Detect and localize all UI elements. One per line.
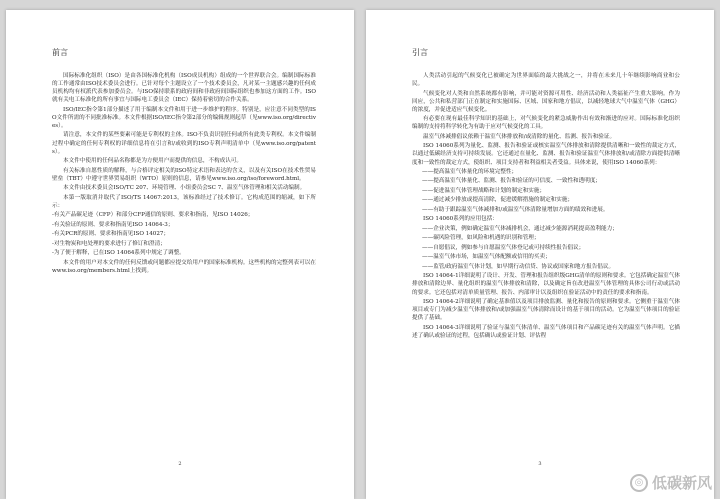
paragraph: 有关标准自愿性质的解释，与合格评定相关的ISO特定术语和表达的含义，以及有关ISO在技术性贸易壁垒（TBT）中遵守世界贸易组织（WTO）原则的信息，请参见www.iso.org/iso/foreword.html。 — [52, 167, 316, 182]
circle-logo-icon: ◎ — [630, 474, 648, 492]
paragraph: ISO 14064-2详细说明了确定基准值以及项目排放监测、量化和报告的原则和要求。它侧重于温室气体项目或专门为减少温室气体排放和/或加强温室气体清除而设计的基于项目的活动。它为温室气体项目的验证提供了基础。 — [412, 298, 680, 322]
paragraph: ISO 14060系列的应用包括： — [423, 216, 498, 223]
paragraph: 国际标准化组织（ISO）是由各国标准化机构（ISO成员机构）组成的一个世界联合会。编制国际标准的工作通常由ISO技术委员会进行。已针对每个主题设立了一个技术委员会，凡对某一主题感兴趣的任何成员机构均有权派代表参加委员会。与ISO保持联系的政府间和非政府间国际组织也参加这方面的工作。ISO就有关电工标准化的所有事宜与国际电工委员会（IEC）保持着密切的合作关系。 — [52, 73, 316, 104]
list-item: -有关验证的原则、要求和指南见ISO 14064-3； — [52, 221, 174, 228]
page-content — [412, 48, 680, 341]
watermark-text: 低碳新风 — [651, 474, 712, 492]
watermark — [630, 472, 712, 493]
paragraph: 气候变化对人类和自然系统都有影响，并可能对资源可用性、经济活动和人类福祉产生重大影响。作为回应，公共和私营部门正在制定和实施国际、区域、国家和地方倡议，以减轻地球大气中温室气体（GHG）的浓度，并促进适应气候变化。 — [412, 90, 680, 113]
list-item: ——提高温室气体量化的环境完整性； — [422, 168, 518, 175]
list-item: ——监管/政府温室气体计划，如早期行动信贷、协议或国家和地方报告倡议。 — [422, 263, 615, 270]
paragraph: ISO/IEC指令第1部分描述了用于编制本文件和用于进一步维护的程序。特别是，应注意不同类型的ISO文件所需的不同批准标准。本文件根据ISO/IEC指令第2部分的编辑规则起草（见www.iso.org/directives）。 — [52, 106, 316, 129]
paragraph: ISO 14064-3详细说明了验证与温室气体清单、温室气体项目和产品碳足迹有关的温室气体声明。它描述了确认或验证的过程，包括确认或验证计划、评估程 — [412, 324, 680, 339]
page-number: 2 — [178, 461, 182, 467]
list-item: ——企业决策，例如确定温室气体减排机会，通过减少能源消耗提高盈利能力； — [422, 225, 618, 232]
paragraph: 温室气体减排倡议依赖于温室气体排放和/或清除的量化、监测、报告和验证。 — [423, 133, 616, 140]
paragraph: 本文件中使用的任何品名称都是为方便用户而提供的信息，不构成认可。 — [63, 158, 243, 165]
list-item: -有关PCR的原则、要求和指南见ISO 14027； — [52, 231, 170, 238]
list-item: ——碳风险管理，如风险和机遇的识别和管理； — [422, 235, 540, 242]
list-item: ——自愿倡议，例如参与自愿温室气体登记或可持续性报告倡议； — [422, 244, 585, 251]
page-number: 3 — [538, 461, 542, 467]
paragraph: 本文件由技术委员会ISO/TC 207、环境管理、小组委员会SC 7、温室气体管理和相关活动编制。 — [63, 185, 306, 192]
document-page-left — [6, 10, 354, 499]
paragraph: 请注意，本文件的某些要素可能是专利权的主体。ISO不负责识别任何或所有此类专利权。本文件编制过程中确定的任何专利权的详细信息将在引言和/或收到的ISO专利声明清单中（见www.iso.org/patents）。 — [52, 132, 316, 155]
document-page-right — [366, 10, 714, 499]
paragraph: 有必要在现有最佳科学知识的基础上，对气候变化的紧急威胁作出有效和渐进的应对。国际标准化组织编制的支持将科学转化为有助于应对气候变化的工具。 — [412, 116, 680, 131]
page-heading: 前言 — [52, 48, 68, 57]
paragraph: 人类活动引起的气候变化已被确定为世界面临的最大挑战之一，并将在未来几十年继续影响商业和公民。 — [412, 73, 680, 88]
list-item: ——温室气体市场，如温室气体配额或信用的买卖； — [422, 254, 551, 261]
list-item: ——通过减少排放或提高清除，促进缓解措施的制定和实施； — [422, 197, 574, 204]
list-item: ——提高温室气体量化、监测、报告和验证的可信度、一致性和透明度； — [422, 178, 602, 185]
list-item: ——促进温室气体管理战略和计划的制定和实施； — [422, 187, 546, 194]
page-content — [52, 48, 316, 276]
paragraph: 本文件的用户对本文件的任何反馈或问题都应提交给用户的国家标准机构。这些机构的完整列表可以在www.iso.org/members.html上找到。 — [52, 259, 316, 274]
paragraph: 本第一版取消并取代了ISO/TS 14067:2013，该标准经过了技术修订。它构成范围的缩减，如下所示： — [52, 194, 316, 209]
list-item: -对生物炭和电处理的要求进行了修订和澄清； — [52, 240, 166, 247]
list-item: ——有助于跟踪温室气体减排和/或温室气体清除量增加方面的绩效和进展。 — [422, 206, 609, 213]
list-item: -为了便于解释，已在ISO 14064系列中规定了调整。 — [52, 250, 185, 257]
paragraph: ISO 14064-1详细说明了设计、开发、管理和报告组织级GHG清单的原则和要求。它包括确定温室气体排放和清除边界、量化组织的温室气体排放和清除，以及确定旨在改进温室气体管理的具体公司行动或活动的要求。它还包括对清单质量管理、报告、内部审计以及组织在验证活动中的责任的要求和指南。 — [412, 273, 680, 296]
paragraph: ISO 14060系列为量化、监测、报告和验证或核实温室气体排放和清除提供清晰和一致性的裁定方式，以通过低碳经济支持可持续发展。它还通过在量化、监测、报告和验证温室气体排放和/或清除方面提供清晰度和一致性的裁定方式，使组织、项目支持者和利益相关者受益。具体来说，使用ISO 14060系列： — [412, 143, 680, 166]
page-heading: 引言 — [412, 48, 428, 57]
list-item: -有关产品碳足迹（CFP）和部分CFP通信的原则、要求和指南，见ISO 14026； — [52, 212, 254, 219]
